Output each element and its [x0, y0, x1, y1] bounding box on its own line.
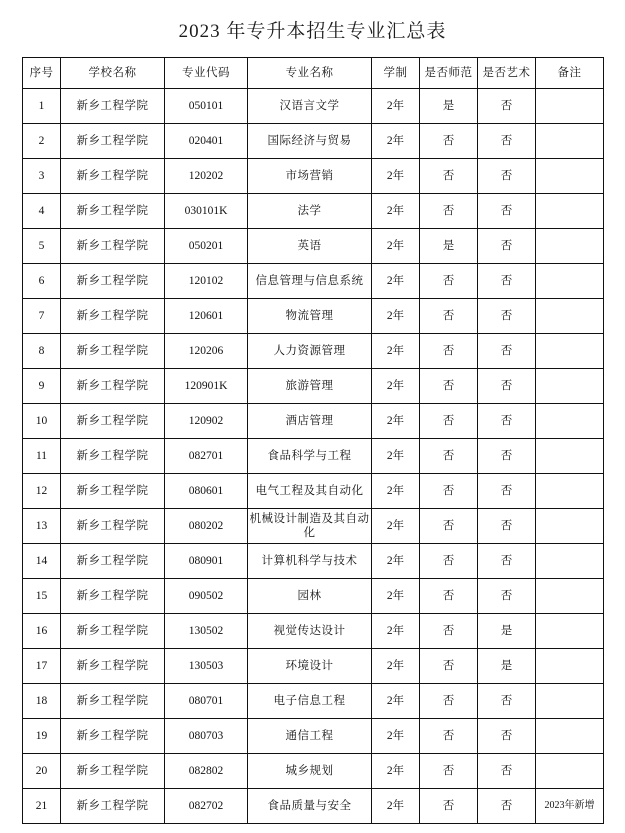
row-is-normal: 是: [420, 229, 478, 264]
row-is-normal: 否: [420, 299, 478, 334]
row-index: 8: [23, 334, 61, 369]
table-row: [23, 159, 604, 194]
row-index: 18: [23, 684, 61, 719]
row-is-art: 否: [478, 439, 536, 474]
row-index: 5: [23, 229, 61, 264]
row-major-name: 计算机科学与技术: [248, 544, 372, 579]
column-header-school: 学校名称: [61, 58, 165, 89]
row-years: 2年: [372, 159, 420, 194]
row-major-name: 英语: [248, 229, 372, 264]
row-remark: [536, 334, 604, 369]
row-major-name: 电子信息工程: [248, 684, 372, 719]
row-school: 新乡工程学院: [61, 194, 165, 229]
row-is-normal: 否: [420, 194, 478, 229]
row-code: 082702: [165, 789, 248, 824]
row-code: 080202: [165, 509, 248, 544]
row-remark: [536, 369, 604, 404]
row-is-art: 否: [478, 194, 536, 229]
row-is-normal: 是: [420, 89, 478, 124]
row-is-normal: 否: [420, 789, 478, 824]
table-row: [23, 649, 604, 684]
row-index: 11: [23, 439, 61, 474]
row-years: 2年: [372, 369, 420, 404]
row-code: 082701: [165, 439, 248, 474]
row-code: 050201: [165, 229, 248, 264]
row-is-normal: 否: [420, 439, 478, 474]
row-school: 新乡工程学院: [61, 754, 165, 789]
table-row: [23, 754, 604, 789]
row-code: 050101: [165, 89, 248, 124]
row-index: 13: [23, 509, 61, 544]
row-years: 2年: [372, 334, 420, 369]
row-code: 020401: [165, 124, 248, 159]
row-remark: [536, 229, 604, 264]
row-years: 2年: [372, 299, 420, 334]
row-index: 17: [23, 649, 61, 684]
row-school: 新乡工程学院: [61, 474, 165, 509]
row-years: 2年: [372, 684, 420, 719]
row-is-art: 否: [478, 789, 536, 824]
row-years: 2年: [372, 614, 420, 649]
table-row: [23, 439, 604, 474]
row-major-name: 旅游管理: [248, 369, 372, 404]
table-row: [23, 474, 604, 509]
row-major-name: 信息管理与信息系统: [248, 264, 372, 299]
table-header-row: [23, 58, 604, 89]
row-code: 130502: [165, 614, 248, 649]
row-code: 080901: [165, 544, 248, 579]
row-years: 2年: [372, 474, 420, 509]
row-is-art: 否: [478, 579, 536, 614]
column-header-years: 学制: [372, 58, 420, 89]
page-title: 2023 年专升本招生专业汇总表: [178, 21, 447, 42]
row-major-name: 食品科学与工程: [248, 439, 372, 474]
row-remark: 2023年新增: [536, 789, 604, 824]
row-code: 080703: [165, 719, 248, 754]
row-is-art: 否: [478, 509, 536, 544]
row-remark: [536, 474, 604, 509]
row-school: 新乡工程学院: [61, 719, 165, 754]
row-index: 12: [23, 474, 61, 509]
table-row: [23, 124, 604, 159]
row-code: 120902: [165, 404, 248, 439]
row-remark: [536, 509, 604, 544]
row-major-name: 通信工程: [248, 719, 372, 754]
row-remark: [536, 579, 604, 614]
row-is-art: 否: [478, 159, 536, 194]
table-row: [23, 684, 604, 719]
row-is-normal: 否: [420, 614, 478, 649]
row-school: 新乡工程学院: [61, 544, 165, 579]
row-years: 2年: [372, 544, 420, 579]
row-remark: [536, 194, 604, 229]
column-header-name: 专业名称: [248, 58, 372, 89]
row-code: 120102: [165, 264, 248, 299]
column-header-remark: 备注: [536, 58, 604, 89]
row-school: 新乡工程学院: [61, 264, 165, 299]
row-is-art: 否: [478, 264, 536, 299]
row-code: 120601: [165, 299, 248, 334]
row-major-name: 市场营销: [248, 159, 372, 194]
row-index: 6: [23, 264, 61, 299]
row-years: 2年: [372, 264, 420, 299]
row-remark: [536, 719, 604, 754]
row-remark: [536, 754, 604, 789]
row-remark: [536, 404, 604, 439]
row-school: 新乡工程学院: [61, 89, 165, 124]
column-header-art: 是否艺术: [478, 58, 536, 89]
row-code: 120901K: [165, 369, 248, 404]
table-row: [23, 509, 604, 544]
row-school: 新乡工程学院: [61, 299, 165, 334]
row-is-normal: 否: [420, 579, 478, 614]
row-index: 4: [23, 194, 61, 229]
row-school: 新乡工程学院: [61, 124, 165, 159]
row-is-art: 否: [478, 719, 536, 754]
row-school: 新乡工程学院: [61, 334, 165, 369]
majors-table: [22, 57, 604, 824]
table-row: [23, 369, 604, 404]
row-school: 新乡工程学院: [61, 649, 165, 684]
row-years: 2年: [372, 509, 420, 544]
row-major-name: 环境设计: [248, 649, 372, 684]
row-index: 14: [23, 544, 61, 579]
row-major-name: 机械设计制造及其自动化: [248, 509, 372, 544]
row-is-art: 否: [478, 544, 536, 579]
row-school: 新乡工程学院: [61, 229, 165, 264]
row-is-art: 否: [478, 474, 536, 509]
row-remark: [536, 264, 604, 299]
row-is-art: 否: [478, 684, 536, 719]
row-is-normal: 否: [420, 684, 478, 719]
row-remark: [536, 684, 604, 719]
row-is-normal: 否: [420, 404, 478, 439]
row-index: 10: [23, 404, 61, 439]
column-header-normal: 是否师范: [420, 58, 478, 89]
row-is-art: 否: [478, 89, 536, 124]
table-row: [23, 264, 604, 299]
column-header-index: 序号: [23, 58, 61, 89]
row-major-name: 物流管理: [248, 299, 372, 334]
table-row: [23, 194, 604, 229]
table-row: [23, 544, 604, 579]
row-is-normal: 否: [420, 264, 478, 299]
row-index: 3: [23, 159, 61, 194]
row-school: 新乡工程学院: [61, 439, 165, 474]
row-major-name: 城乡规划: [248, 754, 372, 789]
row-is-normal: 否: [420, 649, 478, 684]
row-code: 080701: [165, 684, 248, 719]
row-years: 2年: [372, 789, 420, 824]
row-years: 2年: [372, 579, 420, 614]
row-is-art: 是: [478, 614, 536, 649]
row-major-name: 电气工程及其自动化: [248, 474, 372, 509]
table-row: [23, 89, 604, 124]
row-school: 新乡工程学院: [61, 614, 165, 649]
table-row: [23, 299, 604, 334]
row-is-normal: 否: [420, 369, 478, 404]
row-index: 1: [23, 89, 61, 124]
table-row: [23, 789, 604, 824]
table-row: [23, 579, 604, 614]
row-school: 新乡工程学院: [61, 404, 165, 439]
column-header-code: 专业代码: [165, 58, 248, 89]
row-is-normal: 否: [420, 334, 478, 369]
row-code: 082802: [165, 754, 248, 789]
row-major-name: 酒店管理: [248, 404, 372, 439]
table-row: [23, 334, 604, 369]
row-index: 15: [23, 579, 61, 614]
row-index: 20: [23, 754, 61, 789]
row-is-art: 否: [478, 124, 536, 159]
table-row: [23, 229, 604, 264]
row-is-normal: 否: [420, 544, 478, 579]
row-major-name: 法学: [248, 194, 372, 229]
row-is-normal: 否: [420, 474, 478, 509]
table-row: [23, 614, 604, 649]
row-index: 19: [23, 719, 61, 754]
row-remark: [536, 544, 604, 579]
row-major-name: 视觉传达设计: [248, 614, 372, 649]
row-remark: [536, 89, 604, 124]
table-header: [23, 58, 604, 89]
row-major-name: 汉语言文学: [248, 89, 372, 124]
row-index: 16: [23, 614, 61, 649]
row-major-name: 食品质量与安全: [248, 789, 372, 824]
row-is-normal: 否: [420, 124, 478, 159]
row-years: 2年: [372, 754, 420, 789]
row-years: 2年: [372, 439, 420, 474]
row-code: 120202: [165, 159, 248, 194]
row-remark: [536, 439, 604, 474]
row-major-name: 园林: [248, 579, 372, 614]
table-body: [23, 89, 604, 824]
row-years: 2年: [372, 89, 420, 124]
row-school: 新乡工程学院: [61, 684, 165, 719]
row-major-name: 人力资源管理: [248, 334, 372, 369]
row-years: 2年: [372, 649, 420, 684]
row-remark: [536, 124, 604, 159]
row-index: 9: [23, 369, 61, 404]
row-code: 080601: [165, 474, 248, 509]
row-remark: [536, 299, 604, 334]
row-is-art: 否: [478, 229, 536, 264]
row-remark: [536, 614, 604, 649]
row-remark: [536, 649, 604, 684]
row-school: 新乡工程学院: [61, 789, 165, 824]
row-years: 2年: [372, 229, 420, 264]
table-row: [23, 719, 604, 754]
row-is-art: 否: [478, 369, 536, 404]
row-index: 7: [23, 299, 61, 334]
row-school: 新乡工程学院: [61, 369, 165, 404]
row-code: 120206: [165, 334, 248, 369]
row-is-art: 否: [478, 754, 536, 789]
row-code: 130503: [165, 649, 248, 684]
row-is-art: 是: [478, 649, 536, 684]
row-major-name: 国际经济与贸易: [248, 124, 372, 159]
row-index: 21: [23, 789, 61, 824]
row-is-art: 否: [478, 334, 536, 369]
row-is-art: 否: [478, 299, 536, 334]
row-school: 新乡工程学院: [61, 509, 165, 544]
table-row: [23, 404, 604, 439]
row-is-normal: 否: [420, 509, 478, 544]
row-is-normal: 否: [420, 754, 478, 789]
row-years: 2年: [372, 404, 420, 439]
row-is-normal: 否: [420, 159, 478, 194]
row-index: 2: [23, 124, 61, 159]
row-remark: [536, 159, 604, 194]
row-is-art: 否: [478, 404, 536, 439]
row-is-normal: 否: [420, 719, 478, 754]
row-years: 2年: [372, 194, 420, 229]
row-school: 新乡工程学院: [61, 159, 165, 194]
row-years: 2年: [372, 719, 420, 754]
row-years: 2年: [372, 124, 420, 159]
row-code: 030101K: [165, 194, 248, 229]
row-code: 090502: [165, 579, 248, 614]
row-school: 新乡工程学院: [61, 579, 165, 614]
